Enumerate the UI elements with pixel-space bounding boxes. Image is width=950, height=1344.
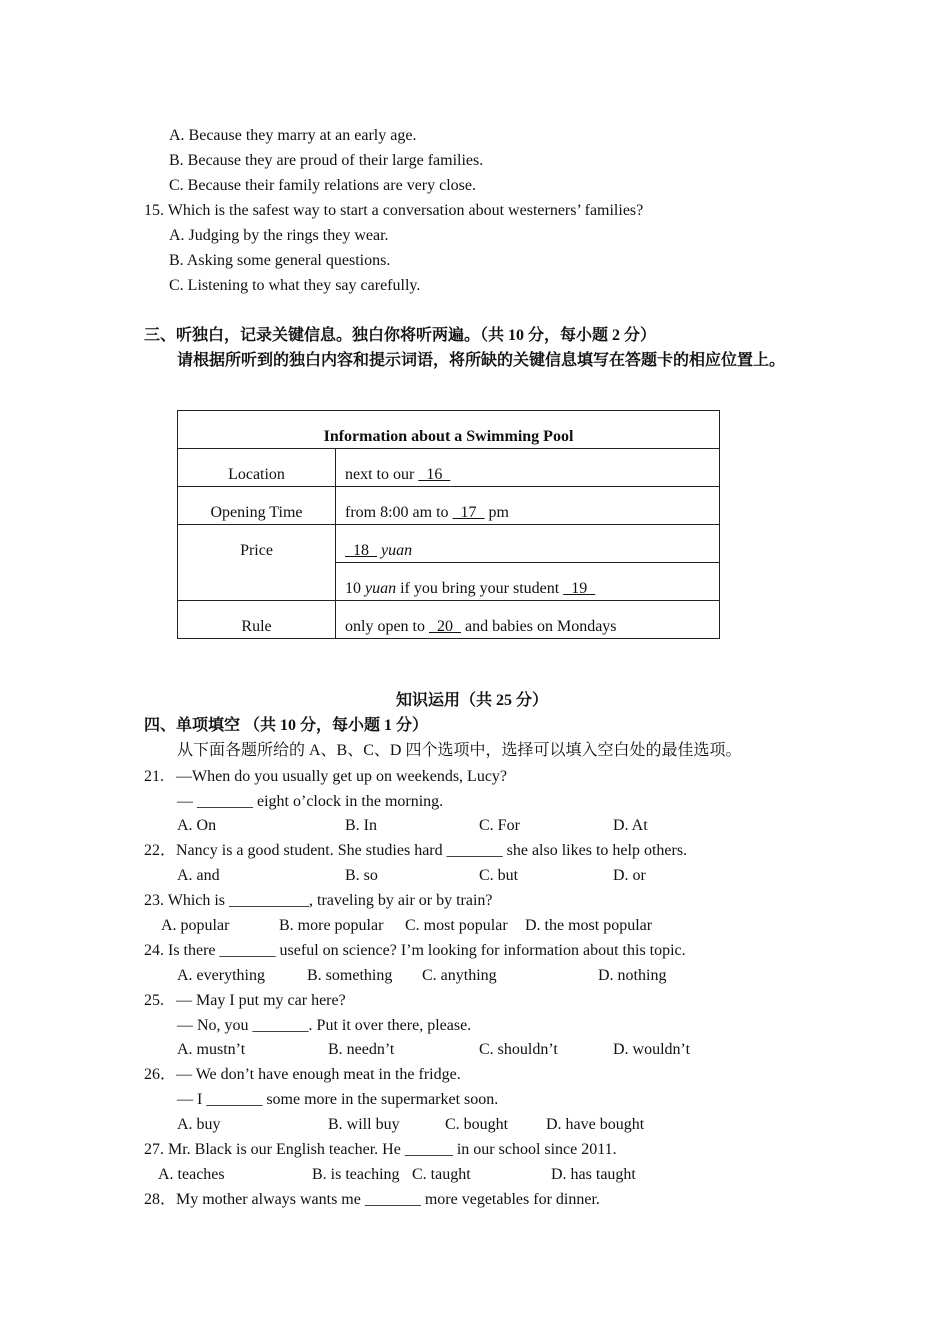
blank-19: 19 (563, 580, 596, 597)
table-divider (335, 562, 719, 563)
q21-option-c: C. For (479, 817, 520, 834)
section4-instruction: 从下面各题所给的 A、B、C、D 四个选项中，选择可以填入空白处的最佳选项。 (177, 742, 742, 759)
table-column-divider (335, 449, 336, 638)
q24-stem: 24. Is there _______ useful on science? I’m looking for information about this topic. (144, 942, 686, 959)
q27-option-a: A. teaches (158, 1166, 225, 1183)
rule-label: Rule (241, 618, 272, 635)
table-divider (178, 486, 719, 487)
info-table (177, 410, 720, 639)
time-label: Opening Time (210, 504, 303, 521)
table-divider (178, 448, 719, 449)
q23-stem: 23. Which is __________, traveling by air or by train? (144, 892, 493, 909)
q25-option-c: C. shouldn’t (479, 1041, 558, 1058)
q14-option-a: A. Because they marry at an early age. (169, 127, 417, 144)
blank-18: 18 (345, 542, 377, 559)
q23-option-c: C. most popular (405, 917, 508, 934)
table-divider (178, 524, 719, 525)
q24-option-b: B. something (307, 967, 393, 984)
q24-option-d: D. nothing (598, 967, 667, 984)
q23-option-a: A. popular (161, 917, 230, 934)
q22-stem: 22．Nancy is a good student. She studies hard _______ she also likes to help others. (144, 842, 688, 859)
section4-heading: 四、单项填空 (144, 717, 241, 734)
section4-points: （共 10 分，每小题 1 分） (244, 717, 429, 734)
section4-heading-line (144, 716, 428, 736)
q15-stem: 15. Which is the safest way to start a conversation about westerners’ families? (144, 202, 644, 219)
location-value: next to our 16 (345, 466, 451, 483)
q21-option-a: A. On (177, 817, 217, 834)
q24-option-c: C. anything (422, 967, 497, 984)
q22-option-d: D. or (613, 867, 646, 884)
q25-line2: — No, you _______. Put it over there, please. (177, 1017, 472, 1034)
part-title: 知识运用（共 25 分） (395, 692, 548, 709)
q14-option-c: C. Because their family relations are very close. (169, 177, 476, 194)
q28-stem: 28．My mother always wants me _______ more vegetables for dinner. (144, 1191, 600, 1208)
q27-option-c: C. taught (412, 1166, 471, 1183)
q21-option-b: B. In (345, 817, 377, 834)
price-value-1: 18 yuan (345, 542, 413, 559)
q26-option-d: D. have bought (546, 1116, 645, 1133)
location-label: Location (228, 466, 285, 483)
q23-option-b: B. more popular (279, 917, 384, 934)
q21-option-d: D. At (613, 817, 648, 834)
q21-line2: — _______ eight o’clock in the morning. (177, 793, 444, 810)
q26-option-a: A. buy (177, 1116, 221, 1133)
q25-option-d: D. wouldn’t (613, 1041, 691, 1058)
q26-option-b: B. will buy (328, 1116, 400, 1133)
q25-option-b: B. needn’t (328, 1041, 395, 1058)
q26-stem: 26．— We don’t have enough meat in the fridge. (144, 1066, 461, 1083)
q27-option-d: D. has taught (551, 1166, 636, 1183)
q22-option-c: C. but (479, 867, 519, 884)
price-value-2: 10 yuan if you bring your student 19 (345, 580, 596, 597)
price-label: Price (240, 542, 273, 559)
q21-stem: 21. —When do you usually get up on weekends, Lucy? (144, 768, 508, 785)
q24-option-a: A. everything (177, 967, 265, 984)
q23-option-d: D. the most popular (525, 917, 653, 934)
q27-option-b: B. is teaching (312, 1166, 400, 1183)
q15-option-c: C. Listening to what they say carefully. (169, 277, 421, 294)
table-divider (178, 600, 719, 601)
q27-stem: 27. Mr. Black is our English teacher. He ______ in our school since 2011. (144, 1141, 617, 1158)
q26-line2: — I _______ some more in the supermarket soon. (177, 1091, 499, 1108)
blank-17: 17 (452, 504, 485, 521)
q22-option-b: B. so (345, 867, 378, 884)
blank-20: 20 (429, 618, 461, 635)
q15-option-a: A. Judging by the rings they wear. (169, 227, 389, 244)
q25-stem: 25. — May I put my car here? (144, 992, 346, 1009)
rule-value: only open to 20 and babies on Mondays (345, 618, 617, 635)
blank-16: 16 (418, 466, 451, 483)
section3-heading: 三、听独白，记录关键信息。独白你将听两遍。（共 10 分，每小题 2 分） (144, 327, 657, 344)
q26-option-c: C. bought (445, 1116, 509, 1133)
q25-option-a: A. mustn’t (177, 1041, 246, 1058)
table-title: Information about a Swimming Pool (323, 428, 574, 445)
q14-option-b: B. Because they are proud of their large families. (169, 152, 484, 169)
section3-instruction: 请根据所听到的独白内容和提示词语，将所缺的关键信息填写在答题卡的相应位置上。 (177, 352, 786, 369)
q22-option-a: A. and (177, 867, 220, 884)
q15-option-b: B. Asking some general questions. (169, 252, 391, 269)
time-value: from 8:00 am to 17 pm (345, 504, 509, 521)
